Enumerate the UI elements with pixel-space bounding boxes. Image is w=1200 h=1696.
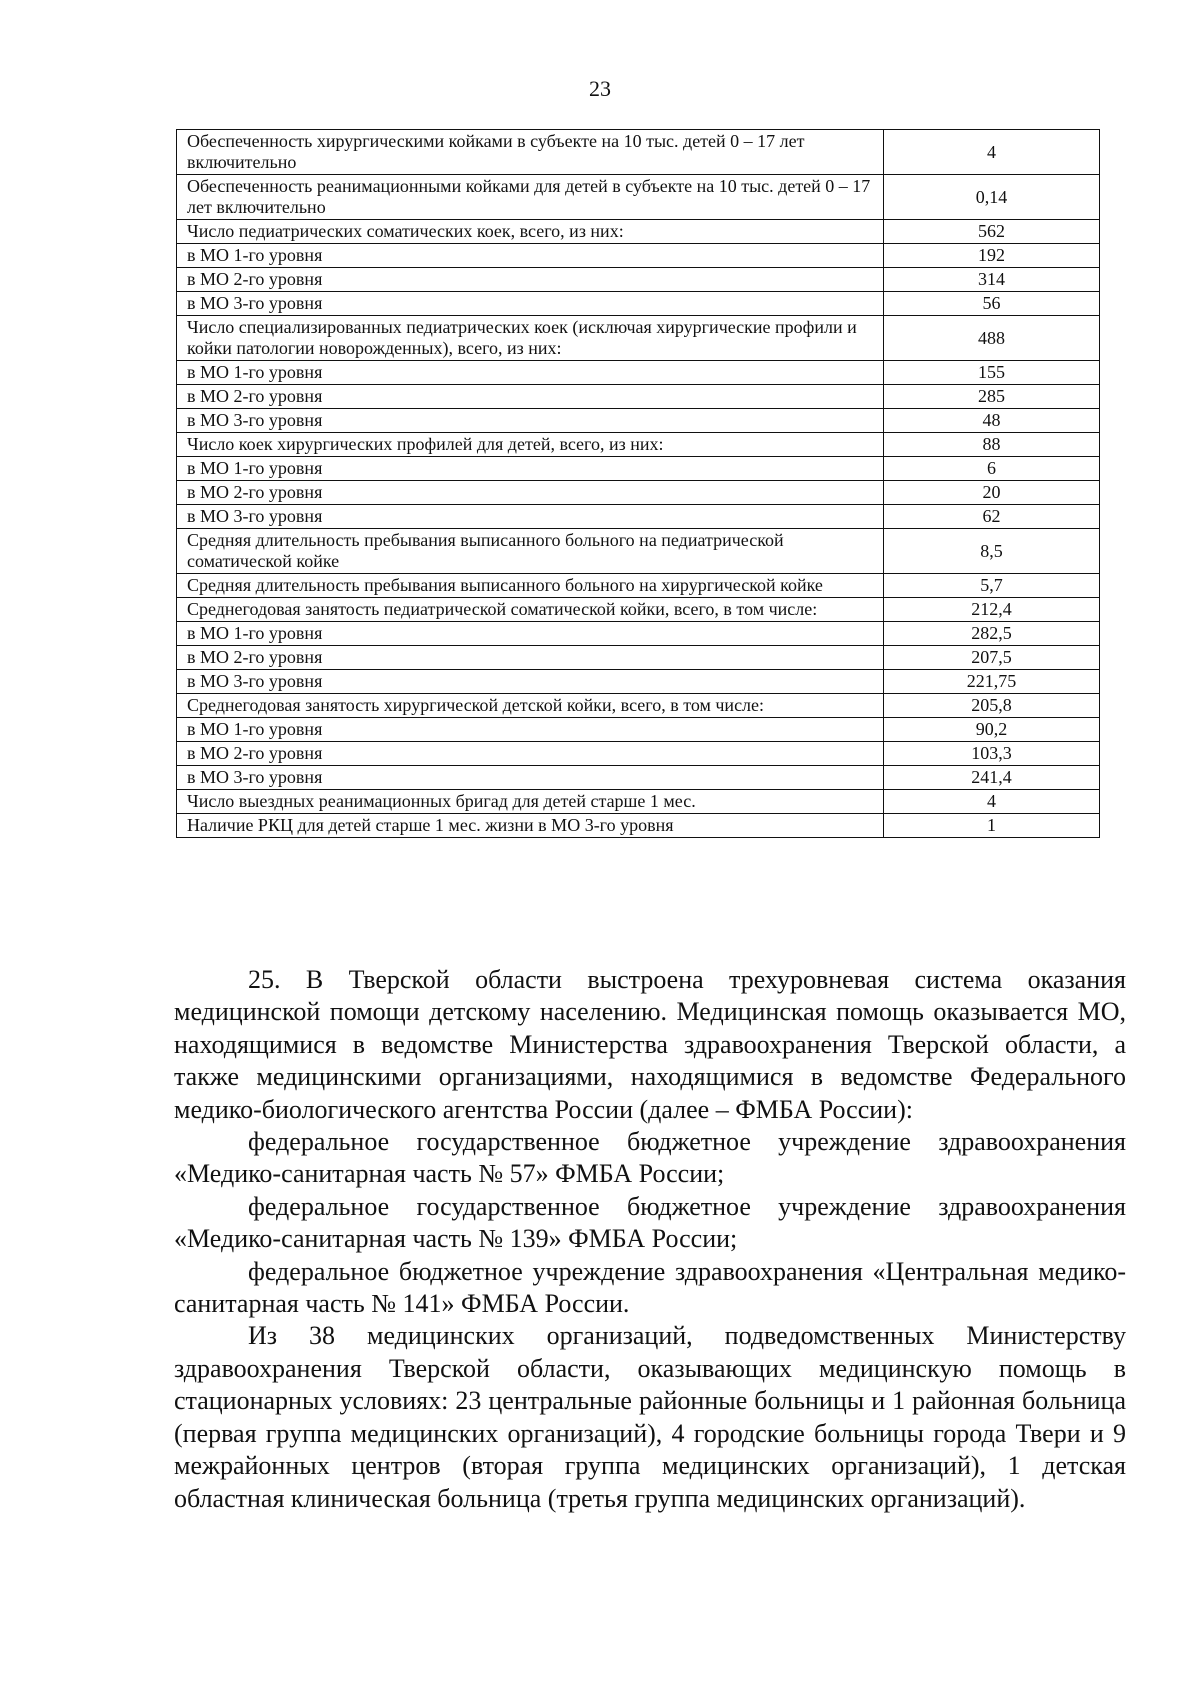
row-value: 48 <box>884 409 1100 433</box>
row-label: в МО 1-го уровня <box>177 622 884 646</box>
row-label: Обеспеченность хирургическими койками в субъекте на 10 тыс. детей 0 – 17 лет включительно <box>177 130 884 175</box>
row-value: 314 <box>884 268 1100 292</box>
table-row <box>177 505 1100 529</box>
row-value: 4 <box>884 130 1100 175</box>
table-row <box>177 574 1100 598</box>
row-value: 488 <box>884 316 1100 361</box>
row-label: Число педиатрических соматических коек, всего, из них: <box>177 220 884 244</box>
table-row <box>177 742 1100 766</box>
row-label: Средняя длительность пребывания выписанного больного на педиатрической соматической койке <box>177 529 884 574</box>
row-value: 562 <box>884 220 1100 244</box>
table-row <box>177 220 1100 244</box>
row-label: Среднегодовая занятость педиатрической соматической койки, всего, в том числе: <box>177 598 884 622</box>
row-value: 0,14 <box>884 175 1100 220</box>
paragraph: федеральное государственное бюджетное учреждение здравоохранения «Медико-санитарная часть № 57» ФМБА России; <box>174 1127 1126 1189</box>
table-row <box>177 622 1100 646</box>
row-value: 20 <box>884 481 1100 505</box>
table-row <box>177 244 1100 268</box>
row-label: в МО 3-го уровня <box>177 292 884 316</box>
row-value: 88 <box>884 433 1100 457</box>
row-label: в МО 3-го уровня <box>177 505 884 529</box>
row-label: Среднегодовая занятость хирургической детской койки, всего, в том числе: <box>177 694 884 718</box>
row-value: 282,5 <box>884 622 1100 646</box>
row-label: в МО 2-го уровня <box>177 268 884 292</box>
table-row <box>177 268 1100 292</box>
paragraph: федеральное бюджетное учреждение здравоохранения «Центральная медико-санитарная часть № 141» ФМБА России. <box>174 1256 1126 1319</box>
table-row <box>177 175 1100 220</box>
table-row <box>177 766 1100 790</box>
row-label: в МО 1-го уровня <box>177 244 884 268</box>
row-value: 1 <box>884 814 1100 838</box>
row-label: в МО 2-го уровня <box>177 385 884 409</box>
row-label: в МО 3-го уровня <box>177 409 884 433</box>
table-row <box>177 316 1100 361</box>
row-value: 62 <box>884 505 1100 529</box>
row-label: в МО 2-го уровня <box>177 646 884 670</box>
row-value: 205,8 <box>884 694 1100 718</box>
table-row <box>177 433 1100 457</box>
statistics-table-body <box>177 130 1100 838</box>
table-row <box>177 814 1100 838</box>
paragraph: федеральное государственное бюджетное учреждение здравоохранения «Медико-санитарная часть № 139» ФМБА России; <box>174 1191 1126 1254</box>
table-row <box>177 130 1100 175</box>
table-row <box>177 409 1100 433</box>
row-value: 8,5 <box>884 529 1100 574</box>
table-row <box>177 457 1100 481</box>
table-row <box>177 694 1100 718</box>
table-row <box>177 598 1100 622</box>
row-value: 221,75 <box>884 670 1100 694</box>
row-label: Число специализированных педиатрических коек (исключая хирургические профили и койки патологии новорожденных), всего, из них: <box>177 316 884 361</box>
row-value: 155 <box>884 361 1100 385</box>
body-text <box>174 964 1126 1515</box>
row-label: в МО 2-го уровня <box>177 481 884 505</box>
row-label: Средняя длительность пребывания выписанного больного на хирургической койке <box>177 574 884 598</box>
page-number: 23 <box>589 76 611 101</box>
row-value: 192 <box>884 244 1100 268</box>
row-value: 207,5 <box>884 646 1100 670</box>
row-label: в МО 1-го уровня <box>177 718 884 742</box>
paragraph: Из 38 медицинских организаций, подведомственных Министерству здравоохранения Тверской области, оказывающих медицинскую помощь в стационарных условиях: 23 центральные районные больницы и 1 районная больница (первая группа медицинских организаций), 4 городские больницы города Твери и 9 межрайонных центров (вторая группа медицинских организаций), 1 детская областная клиническая больница (третья группа медицинских организаций). <box>174 1321 1126 1513</box>
row-value: 241,4 <box>884 766 1100 790</box>
table-row <box>177 529 1100 574</box>
row-label: в МО 1-го уровня <box>177 457 884 481</box>
row-value: 4 <box>884 790 1100 814</box>
table-row <box>177 385 1100 409</box>
row-label: в МО 2-го уровня <box>177 742 884 766</box>
row-label: Число выездных реанимационных бригад для детей старше 1 мес. <box>177 790 884 814</box>
row-value: 5,7 <box>884 574 1100 598</box>
row-label: в МО 3-го уровня <box>177 670 884 694</box>
table-row <box>177 790 1100 814</box>
row-value: 6 <box>884 457 1100 481</box>
row-value: 90,2 <box>884 718 1100 742</box>
table-row <box>177 670 1100 694</box>
table-row <box>177 292 1100 316</box>
row-value: 212,4 <box>884 598 1100 622</box>
row-value: 56 <box>884 292 1100 316</box>
statistics-table <box>176 129 1100 838</box>
row-label: Наличие РКЦ для детей старше 1 мес. жизни в МО 3-го уровня <box>177 814 884 838</box>
row-label: в МО 3-го уровня <box>177 766 884 790</box>
row-value: 103,3 <box>884 742 1100 766</box>
row-label: Обеспеченность реанимационными койками для детей в субъекте на 10 тыс. детей 0 – 17 лет включительно <box>177 175 884 220</box>
row-value: 285 <box>884 385 1100 409</box>
row-label: в МО 1-го уровня <box>177 361 884 385</box>
table-row <box>177 481 1100 505</box>
table-row <box>177 361 1100 385</box>
table-row <box>177 646 1100 670</box>
table-row <box>177 718 1100 742</box>
row-label: Число коек хирургических профилей для детей, всего, из них: <box>177 433 884 457</box>
paragraph: 25. В Тверской области выстроена трехуровневая система оказания медицинской помощи детскому населению. Медицинская помощь оказывается МО, находящимися в ведомстве Министерства здравоохранения Тверской области, а также медицинскими организациями, находящимися в ведомстве Федерального медико-биологического агентства России (далее – ФМБА России): <box>174 965 1126 1124</box>
